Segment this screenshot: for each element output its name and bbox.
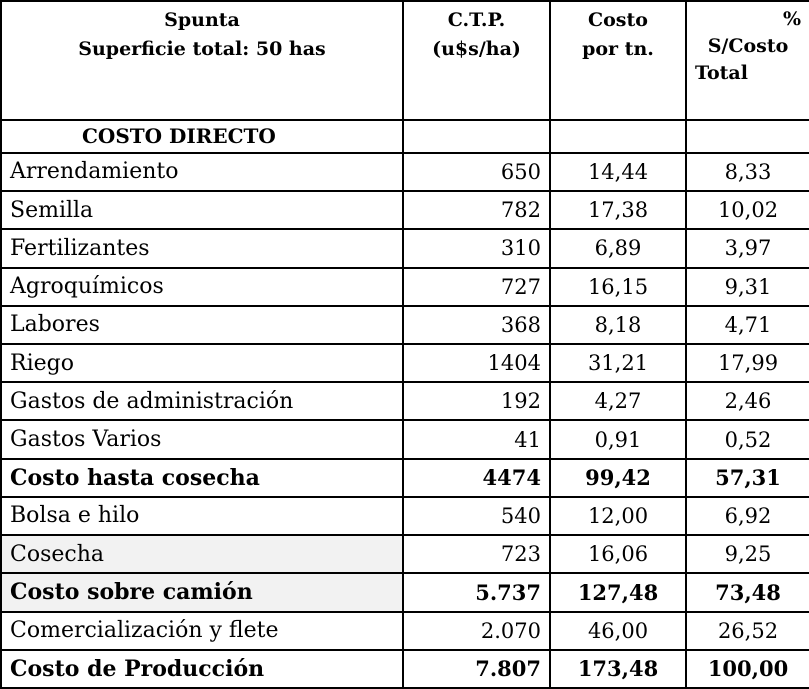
header-cost-title: Costo (588, 9, 648, 31)
row-percent: 26,52 (686, 612, 809, 650)
header-cost-unit: por tn. (582, 38, 654, 60)
table-row (1, 153, 809, 191)
table-row (1, 306, 809, 344)
row-percent: 8,33 (686, 153, 809, 191)
row-ctp: 41 (403, 420, 550, 458)
row-label: Costo hasta cosecha (1, 459, 403, 497)
row-label: Arrendamiento (1, 153, 403, 191)
row-label: Costo de Producción (1, 650, 403, 688)
table-row (1, 229, 809, 267)
row-label: Labores (1, 306, 403, 344)
row-ctp: 4474 (403, 459, 550, 497)
header-ctp-title: C.T.P. (447, 9, 506, 31)
row-percent: 6,92 (686, 497, 809, 535)
section-label: COSTO DIRECTO (1, 120, 403, 153)
row-percent: 73,48 (686, 573, 809, 611)
subtotal-row (1, 573, 809, 611)
row-label: Gastos Varios (1, 420, 403, 458)
header-crop (1, 1, 403, 120)
row-percent: 9,31 (686, 268, 809, 306)
row-cost-per-tn: 31,21 (550, 344, 686, 382)
row-cost-per-tn: 8,18 (550, 306, 686, 344)
row-cost-per-tn: 16,15 (550, 268, 686, 306)
row-ctp: 782 (403, 191, 550, 229)
row-cost-per-tn: 4,27 (550, 382, 686, 420)
row-ctp: 310 (403, 229, 550, 267)
row-percent: 3,97 (686, 229, 809, 267)
row-cost-per-tn: 127,48 (550, 573, 686, 611)
row-ctp: 2.070 (403, 612, 550, 650)
row-cost-per-tn: 173,48 (550, 650, 686, 688)
table-row (1, 535, 809, 573)
total-row (1, 650, 809, 688)
row-ctp: 1404 (403, 344, 550, 382)
row-label: Riego (1, 344, 403, 382)
row-ctp: 368 (403, 306, 550, 344)
header-percent-basis: S/Costo (707, 35, 789, 57)
row-percent: 9,25 (686, 535, 809, 573)
row-ctp: 723 (403, 535, 550, 573)
table-row (1, 420, 809, 458)
header-surface: Superficie total: 50 has (78, 38, 326, 60)
row-percent: 2,46 (686, 382, 809, 420)
row-percent: 17,99 (686, 344, 809, 382)
table-row (1, 612, 809, 650)
row-cost-per-tn: 12,00 (550, 497, 686, 535)
row-ctp: 540 (403, 497, 550, 535)
header-ctp-unit: (u$s/ha) (432, 38, 521, 60)
section-empty-cell (403, 120, 550, 153)
header-row (1, 1, 809, 120)
row-ctp: 650 (403, 153, 550, 191)
table-row (1, 344, 809, 382)
row-label: Cosecha (1, 535, 403, 573)
row-percent: 100,00 (686, 650, 809, 688)
section-row (1, 120, 809, 153)
section-empty-cell (550, 120, 686, 153)
row-percent: 4,71 (686, 306, 809, 344)
row-ctp: 7.807 (403, 650, 550, 688)
row-percent: 57,31 (686, 459, 809, 497)
row-cost-per-tn: 46,00 (550, 612, 686, 650)
row-label: Costo sobre camión (1, 573, 403, 611)
row-ctp: 192 (403, 382, 550, 420)
header-percent-symbol: % (782, 8, 801, 30)
section-empty-cell (686, 120, 809, 153)
table-row (1, 191, 809, 229)
header-percent (686, 1, 809, 120)
row-label: Bolsa e hilo (1, 497, 403, 535)
row-label: Agroquímicos (1, 268, 403, 306)
header-percent-total: Total (695, 62, 748, 84)
row-ctp: 727 (403, 268, 550, 306)
row-cost-per-tn: 14,44 (550, 153, 686, 191)
row-cost-per-tn: 99,42 (550, 459, 686, 497)
row-label: Fertilizantes (1, 229, 403, 267)
row-label: Comercialización y flete (1, 612, 403, 650)
table-row (1, 382, 809, 420)
row-ctp: 5.737 (403, 573, 550, 611)
row-cost-per-tn: 17,38 (550, 191, 686, 229)
header-ctp (403, 1, 550, 120)
row-cost-per-tn: 16,06 (550, 535, 686, 573)
row-cost-per-tn: 6,89 (550, 229, 686, 267)
row-percent: 0,52 (686, 420, 809, 458)
row-label: Gastos de administración (1, 382, 403, 420)
header-crop-name: Spunta (164, 9, 240, 31)
subtotal-row (1, 459, 809, 497)
row-label: Semilla (1, 191, 403, 229)
header-cost-per-tn (550, 1, 686, 120)
table-row (1, 268, 809, 306)
row-cost-per-tn: 0,91 (550, 420, 686, 458)
row-percent: 10,02 (686, 191, 809, 229)
table-row (1, 497, 809, 535)
